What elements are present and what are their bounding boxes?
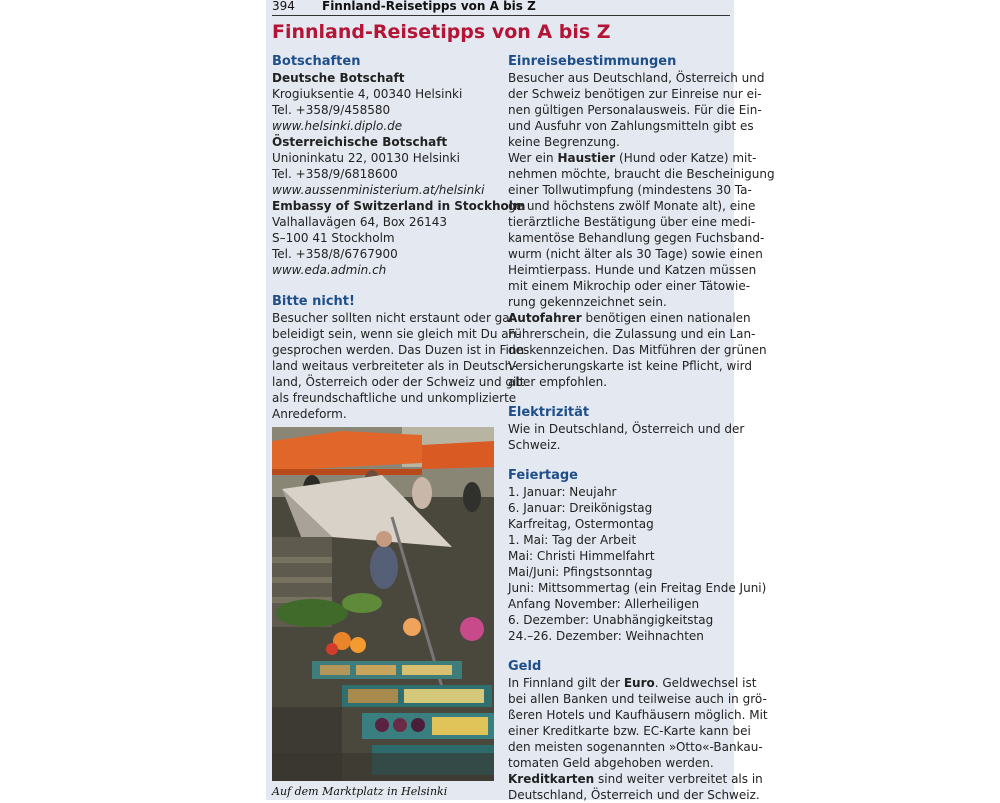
photo-caption: Auf dem Marktplatz in Helsinki — [272, 785, 448, 798]
body-text: benötigen einen nationalen — [585, 311, 751, 325]
keyword-autofahrer: Autofahrer — [508, 311, 582, 325]
body-line: und Ausfuhr von Zahlungsmitteln gibt es — [508, 119, 754, 133]
body-line: tierärztliche Bestätigung über eine medi- — [508, 215, 756, 229]
page-number: 394 — [272, 0, 295, 13]
body-line: wurm (nicht älter als 30 Tage) sowie einen — [508, 247, 763, 261]
market-photo — [272, 427, 494, 781]
body-line: tomaten Geld abgehoben werden. — [508, 756, 714, 770]
body-line: land weitaus verbreiteter als in Deutsch- — [272, 359, 517, 373]
body-line: Besucher sollten nicht erstaunt oder gar — [272, 311, 515, 325]
embassy-phone: Tel. +358/8/6767900 — [272, 247, 398, 261]
body-line: der Schweiz benötigen zur Einreise nur ei- — [508, 87, 762, 101]
body-text: (Hund oder Katze) mit- — [619, 151, 757, 165]
running-head — [272, 0, 730, 16]
body-line: keine Begrenzung. — [508, 135, 620, 149]
embassy-phone: Tel. +358/9/6818600 — [272, 167, 398, 181]
left-column — [272, 53, 529, 422]
section-heading-bitte-nicht: Bitte nicht! — [272, 294, 355, 309]
holiday-item: Juni: Mittsommertag (ein Freitag Ende Juni) — [508, 581, 767, 595]
body-line: als freundschaftliche und unkomplizierte — [272, 391, 517, 405]
body-line: Deutschland, Österreich und der Schweiz. — [508, 788, 760, 802]
embassy-name: Embassy of Switzerland in Stockholm — [272, 199, 526, 213]
body-line: Versicherungskarte ist keine Pflicht, wird — [508, 359, 753, 373]
body-line: gesprochen werden. Das Duzen ist in Finn- — [272, 343, 529, 357]
body-line: nen gültigen Personalausweis. Für die Ein- — [508, 103, 762, 117]
embassy-phone: Tel. +358/9/458580 — [272, 103, 391, 117]
body-line — [508, 771, 763, 787]
holiday-item: 6. Dezember: Unabhängigkeitstag — [508, 613, 714, 627]
body-line: ge und höchstens zwölf Monate alt), eine — [508, 199, 756, 213]
body-line: mit einem Mikrochip oder einer Tätowie- — [508, 279, 751, 293]
right-column — [508, 53, 775, 803]
body-line: den meisten sogenannten »Otto«-Bankau- — [508, 740, 763, 754]
body-line — [508, 310, 751, 326]
running-title: Finnland-Reisetipps von A bis Z — [322, 0, 536, 13]
keyword-kreditkarten: Kreditkarten — [508, 772, 595, 786]
page-title: Finnland-Reisetipps von A bis Z — [272, 21, 611, 43]
body-line: Führerschein, die Zulassung und ein Lan- — [508, 327, 756, 341]
section-heading-feiertage: Feiertage — [508, 468, 578, 483]
holiday-item: Karfreitag, Ostermontag — [508, 517, 654, 531]
embassy-address: S–100 41 Stockholm — [272, 231, 395, 245]
body-line: beleidigt sein, wenn sie gleich mit Du an- — [272, 327, 521, 341]
keyword-haustier: Haustier — [557, 151, 616, 165]
body-line: aber empfohlen. — [508, 375, 608, 389]
holiday-item: 1. Januar: Neujahr — [508, 485, 617, 499]
keyword-euro: Euro — [623, 676, 655, 690]
body-line: nehmen möchte, braucht die Bescheinigung — [508, 167, 775, 181]
embassy-name: Österreichische Botschaft — [272, 135, 448, 149]
body-line: Schweiz. — [508, 438, 561, 452]
holiday-item: 24.–26. Dezember: Weihnachten — [508, 629, 704, 643]
holiday-item: Mai/Juni: Pfingstsonntag — [508, 565, 653, 579]
body-line: Anredeform. — [272, 407, 347, 421]
body-line: Besucher aus Deutschland, Österreich und — [508, 71, 765, 85]
body-line: ßeren Hotels und Kaufhäusern möglich. Mit — [508, 708, 768, 722]
body-text: In Finnland gilt der — [508, 676, 620, 690]
body-line — [508, 675, 757, 691]
body-line: deskennzeichen. Das Mitführen der grünen — [508, 343, 767, 357]
body-text: . Geldwechsel ist — [654, 676, 757, 690]
embassy-website: www.aussenministerium.at/helsinki — [272, 183, 485, 197]
body-text: Wer ein — [508, 151, 554, 165]
embassy-address: Unioninkatu 22, 00130 Helsinki — [272, 151, 460, 165]
body-line: bei allen Banken und teilweise auch in grö- — [508, 692, 767, 706]
body-line: einer Tollwutimpfung (mindestens 30 Ta- — [508, 183, 752, 197]
section-heading-elektrizitaet: Elektrizität — [508, 405, 590, 420]
embassy-address: Krogiuksentie 4, 00340 Helsinki — [272, 87, 463, 101]
body-line: Heimtierpass. Hunde und Katzen müssen — [508, 263, 757, 277]
holiday-item: Mai: Christi Himmelfahrt — [508, 549, 655, 563]
body-text: sind weiter verbreitet als in — [598, 772, 763, 786]
body-line — [508, 150, 757, 166]
body-line: rung gekennzeichnet sein. — [508, 295, 667, 309]
body-line: kamentöse Behandlung gegen Fuchsband- — [508, 231, 765, 245]
body-line: Wie in Deutschland, Österreich und der — [508, 422, 745, 436]
section-heading-geld: Geld — [508, 659, 542, 674]
section-heading-botschaften: Botschaften — [272, 54, 361, 69]
body-line: einer Kreditkarte bzw. EC-Karte kann bei — [508, 724, 751, 738]
embassy-website: www.helsinki.diplo.de — [272, 119, 403, 133]
section-heading-einreise: Einreisebestimmungen — [508, 54, 677, 69]
holiday-item: 6. Januar: Dreikönigstag — [508, 501, 653, 515]
embassy-address: Valhallavägen 64, Box 26143 — [272, 215, 448, 229]
embassy-website: www.eda.admin.ch — [272, 263, 387, 277]
holiday-item: 1. Mai: Tag der Arbeit — [508, 533, 637, 547]
holiday-item: Anfang November: Allerheiligen — [508, 597, 700, 611]
body-line: land, Österreich oder der Schweiz und gilt — [272, 375, 525, 389]
embassy-name: Deutsche Botschaft — [272, 71, 405, 85]
